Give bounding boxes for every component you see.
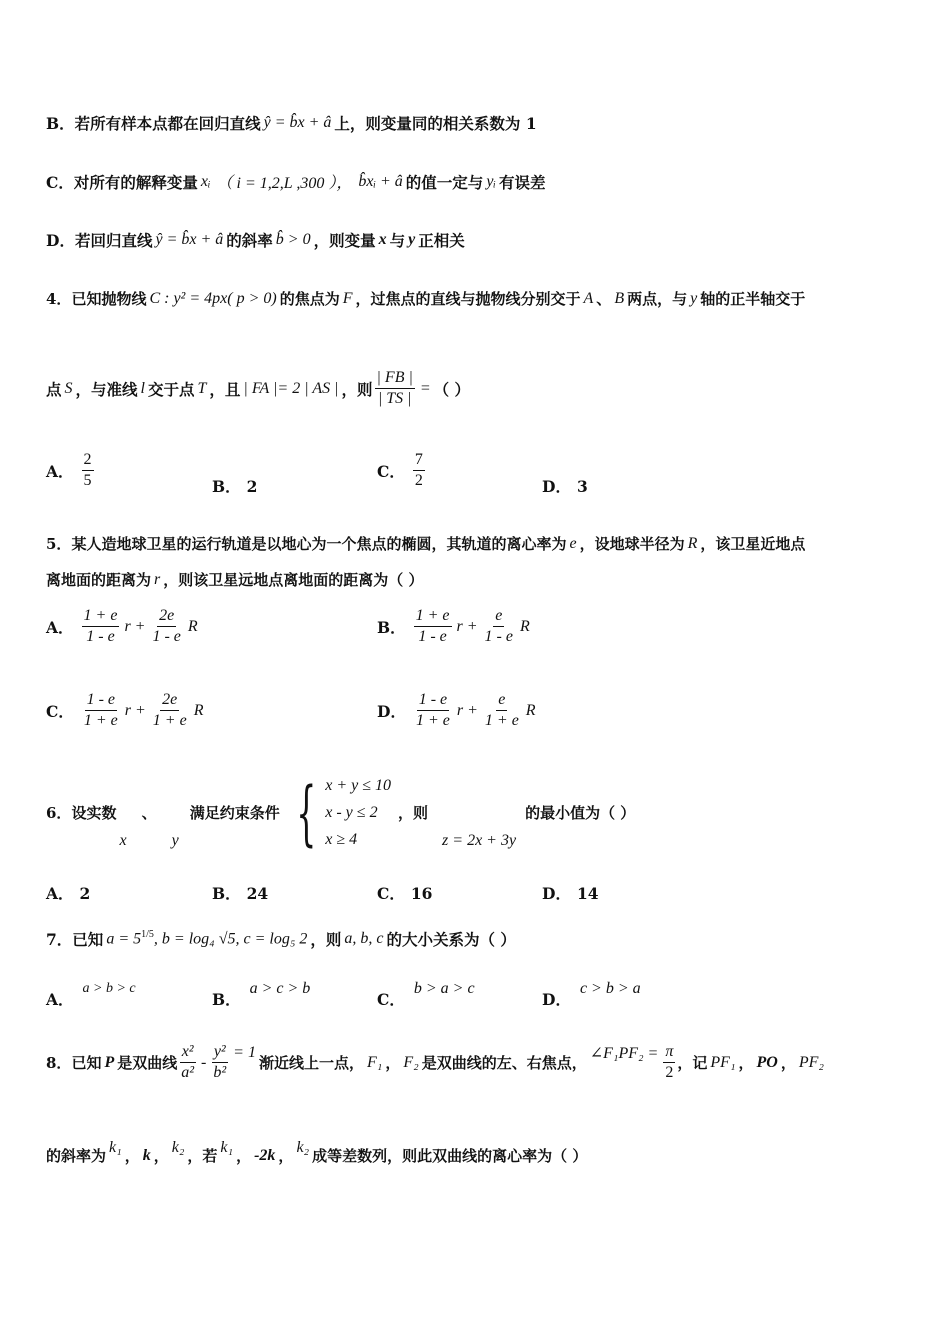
fraction-denominator: 1 + e — [484, 712, 519, 729]
exponent: 1/5 — [141, 929, 154, 941]
q5-stem-line1 — [46, 533, 805, 554]
var-x: x — [378, 231, 387, 248]
focus-f: F — [342, 289, 353, 307]
option-label: C． — [377, 884, 405, 903]
q5-option-b — [377, 606, 533, 647]
q8-text: ， — [385, 1054, 401, 1072]
q8-stem-line1 — [46, 1042, 827, 1083]
fraction-denominator: | TS | — [377, 390, 412, 407]
q3-d-text2: 的斜率 — [226, 231, 273, 250]
directrix-l: l — [140, 379, 145, 397]
q5-text: 离地面的距离为 — [46, 571, 152, 589]
fraction-numerator: π — [663, 1042, 675, 1063]
regression-equation: ŷ = b̂x + â — [263, 114, 332, 131]
line-pf2: PF₂ — [798, 1053, 824, 1071]
fraction-denominator: 2 — [414, 472, 423, 489]
q6-text: ，则 — [398, 804, 429, 822]
option-label: B． — [46, 114, 75, 133]
term-minus-2k: -2k — [254, 1146, 276, 1164]
option-label: A． — [46, 461, 74, 481]
pi-over-two — [663, 1042, 675, 1083]
option-label: D． — [46, 231, 75, 250]
option-value: 3 — [576, 476, 588, 496]
term-k1: k₁ — [220, 1138, 234, 1156]
q4-text: ，过焦点的直线与抛物线分别交于 — [355, 290, 581, 308]
fraction-numerator: 1 - e — [417, 690, 449, 711]
parabola-equation: C : y² = 4px( p > 0) — [149, 289, 277, 307]
q6-text: 的最小值为（ ） — [525, 804, 636, 822]
q4-text: ，与准线 — [75, 379, 138, 399]
q4-option-b — [212, 475, 257, 497]
q6-option-c — [377, 882, 432, 904]
q3-option-d — [46, 229, 465, 251]
question-number: 4． — [46, 290, 72, 308]
var-x: x — [119, 831, 127, 849]
q7-option-b — [212, 978, 313, 1009]
equals-sign: = — [419, 379, 431, 397]
q7-stem — [46, 928, 516, 950]
value-definitions — [106, 929, 307, 948]
q7-option-c — [377, 978, 478, 1009]
term-r: r + — [456, 617, 478, 635]
left-brace: { — [295, 771, 316, 854]
constraint-1: x + y ≤ 10 — [325, 777, 392, 794]
term-R: R — [525, 701, 536, 719]
value-a: a = 5 — [106, 930, 142, 948]
point-a: A — [583, 289, 594, 307]
hyperbola-x-term — [179, 1042, 196, 1083]
fraction-numerator: 2e — [160, 690, 179, 711]
q5-text: ，设地球半径为 — [579, 535, 685, 553]
option-label: D． — [542, 990, 571, 1009]
option-label: B． — [212, 990, 241, 1009]
q5-text: 某人造地球卫星的运行轨道是以地心为一个焦点的椭圆，其轨道的离心率为 — [71, 535, 567, 553]
q7-option-a — [46, 978, 139, 1009]
option-label: D． — [542, 884, 571, 903]
fraction-denominator: a² — [181, 1064, 195, 1081]
fraction-denominator: 1 + e — [83, 712, 118, 729]
q4-stem-line2 — [46, 368, 470, 409]
axis-y: y — [690, 289, 698, 307]
q8-text: ，若 — [187, 1147, 218, 1165]
q4-text: ，则 — [341, 379, 373, 399]
constraint-2: x - y ≤ 2 — [325, 804, 378, 821]
option-label: B． — [212, 884, 241, 903]
q4-text: 交于点 — [147, 379, 195, 399]
q3-c-text2: 的值一定与 — [405, 172, 484, 192]
fraction-denominator: 1 - e — [418, 628, 447, 645]
option-label: C． — [377, 990, 405, 1009]
q6-option-b — [212, 882, 268, 904]
fraction-1 — [414, 690, 452, 731]
fraction-numerator: 1 + e — [414, 606, 452, 627]
radius-r: R — [687, 534, 698, 552]
fraction-1 — [414, 606, 452, 647]
option-label: A． — [46, 990, 74, 1009]
option-fraction — [82, 450, 94, 491]
fraction-denominator: 1 - e — [484, 628, 513, 645]
option-label: C． — [46, 701, 74, 721]
angle-condition: ∠F₁PF₂ = — [589, 1044, 659, 1062]
q5-stem-line2 — [46, 569, 423, 590]
fraction-numerator: | FB | — [375, 368, 415, 389]
q6-text: 满足约束条件 — [189, 804, 280, 822]
fraction-denominator: b² — [213, 1064, 227, 1081]
fraction-2 — [483, 690, 521, 731]
q4-option-a — [46, 450, 96, 491]
option-label: C． — [377, 461, 405, 481]
math-yi: yᵢ — [486, 172, 496, 190]
question-number: 8． — [46, 1054, 72, 1072]
term-r: r + — [124, 701, 146, 719]
fraction-denominator: 2 — [665, 1064, 674, 1081]
hyperbola-y-term — [211, 1042, 228, 1083]
slope-k: k — [142, 1146, 151, 1164]
fraction-2 — [150, 606, 182, 647]
option-value: b > a > c — [413, 980, 475, 997]
point-p: P — [104, 1053, 115, 1071]
option-value: a > b > c — [82, 981, 136, 996]
option-label: D． — [377, 701, 406, 721]
term-R: R — [519, 617, 530, 635]
objective-function: z = 2x + 3y — [442, 831, 517, 849]
fraction-2 — [483, 606, 515, 647]
value-b-c: , b = log₄ √5, c = log₅ 2 — [153, 930, 308, 948]
term-R: R — [187, 617, 198, 635]
eccentricity-e: e — [569, 534, 577, 552]
option-label: B． — [377, 617, 406, 637]
option-label: A． — [46, 617, 74, 637]
focus-f2: F₂ — [403, 1053, 419, 1071]
fraction-denominator: 1 + e — [415, 712, 450, 729]
fraction-denominator: 5 — [83, 472, 92, 489]
slope-condition: b̂ > 0 — [275, 231, 311, 248]
q4-option-d — [542, 475, 588, 497]
fraction-numerator: 2 — [82, 450, 94, 471]
fraction-numerator: 7 — [413, 450, 425, 471]
fraction-numerator: x² — [180, 1042, 196, 1063]
q8-text: 是双曲线 — [117, 1054, 178, 1072]
q8-text: ，记 — [677, 1054, 708, 1072]
q8-text: 渐近线上一点， — [258, 1054, 364, 1072]
q5-option-c — [46, 690, 206, 731]
q8-text: 成等差数列，则此双曲线的离心率为（ ） — [312, 1147, 588, 1165]
fraction-numerator: 1 + e — [82, 606, 120, 627]
slope-k1: k₁ — [109, 1138, 122, 1156]
option-value: c > b > a — [579, 980, 641, 997]
point-b: B — [614, 289, 625, 307]
constraint-system — [284, 772, 394, 853]
option-label: D． — [542, 477, 571, 496]
q8-text: ， — [780, 1054, 796, 1072]
fraction-denominator: 1 + e — [152, 712, 187, 729]
fraction-2 — [151, 690, 189, 731]
q8-text: 是双曲线的左、右焦点， — [421, 1054, 587, 1072]
q4-stem-line1 — [46, 288, 805, 309]
length-condition: | FA |= 2 | AS | — [243, 379, 339, 397]
q8-text: ， — [278, 1147, 294, 1165]
q3-option-b — [46, 112, 537, 134]
fraction-numerator: e — [493, 606, 504, 627]
option-label: A． — [46, 884, 74, 903]
fraction-1 — [82, 690, 120, 731]
option-value: 24 — [246, 883, 269, 903]
q7-text: 的大小关系为（ ） — [386, 930, 516, 949]
fraction-numerator: e — [496, 690, 507, 711]
q3-d-text5: 正相关 — [418, 231, 465, 250]
q6-option-d — [542, 882, 599, 904]
q3-c-text3: 有误差 — [498, 172, 546, 192]
q8-stem-line2 — [46, 1138, 588, 1166]
option-fraction — [413, 450, 425, 491]
option-value: a > c > b — [249, 980, 311, 997]
q6-text: 设实数 — [71, 804, 117, 822]
q4-text: 、 — [596, 290, 612, 308]
option-label: C． — [46, 172, 74, 192]
q6-stem — [46, 772, 635, 853]
constraint-3: x ≥ 4 — [325, 831, 358, 848]
q4-text: 两点，与 — [627, 290, 688, 308]
q8-text: ， — [153, 1147, 169, 1165]
fraction-numerator: 2e — [157, 606, 176, 627]
q4-text: 轴的正半轴交于 — [700, 290, 806, 308]
line-pf1: PF₁ — [710, 1053, 736, 1071]
answer-blank: （ ） — [433, 379, 471, 399]
line-po: PO — [756, 1053, 778, 1071]
q5-option-a — [46, 606, 201, 647]
term-k2: k₂ — [296, 1138, 310, 1156]
q6-text: 、 — [141, 804, 157, 822]
point-t: T — [197, 379, 207, 397]
q4-option-c — [377, 450, 427, 491]
option-value: 16 — [410, 883, 433, 903]
option-value: 2 — [246, 476, 258, 496]
point-s: S — [64, 379, 73, 397]
term-r: r + — [456, 701, 478, 719]
equals-one: = 1 — [233, 1043, 256, 1061]
q4-text: 点 — [46, 379, 62, 399]
q3-option-c — [46, 170, 545, 193]
option-label: B． — [212, 477, 241, 496]
q8-text: ， — [738, 1054, 754, 1072]
distance-r: r — [154, 570, 161, 588]
q3-d-text4: 与 — [389, 231, 406, 250]
math-prediction: b̂xᵢ + â — [358, 172, 403, 190]
term-R: R — [193, 701, 204, 719]
regression-equation: ŷ = b̂x + â — [155, 231, 224, 248]
fraction-1 — [82, 606, 120, 647]
q8-text: ， — [236, 1147, 252, 1165]
q6-option-a — [46, 882, 90, 904]
option-value: 2 — [79, 883, 91, 903]
q4-text: 的焦点为 — [279, 290, 340, 308]
var-y: y — [408, 231, 416, 248]
math-xi: xᵢ — [200, 172, 211, 190]
question-number: 6． — [46, 804, 72, 822]
q7-text: ，则 — [310, 930, 342, 949]
q5-text: ，则该卫星远地点离地面的距离为（ ） — [163, 571, 424, 589]
q4-text: ，且 — [209, 379, 241, 399]
q7-text: 已知 — [72, 930, 104, 949]
q3-d-text3: ，则变量 — [313, 231, 376, 250]
minus-sign: - — [201, 1053, 207, 1071]
focus-f1: F₁ — [366, 1053, 383, 1071]
q3-b-text2: 上，则变量同的相关系数为 1 — [334, 114, 537, 133]
variables-abc: a, b, c — [344, 930, 384, 947]
q8-text: 已知 — [71, 1054, 102, 1072]
q5-text: ，该卫星近地点 — [700, 535, 806, 553]
q8-text: ， — [124, 1147, 140, 1165]
fraction-numerator: 1 - e — [85, 690, 117, 711]
term-r: r + — [124, 617, 146, 635]
fraction-denominator: 1 - e — [152, 628, 181, 645]
q3-d-text: 若回归直线 — [74, 231, 153, 250]
fraction-numerator: y² — [212, 1042, 228, 1063]
slope-k2: k₂ — [171, 1138, 185, 1156]
option-value: 14 — [576, 883, 599, 903]
q7-option-d — [542, 978, 644, 1009]
ratio-fraction — [375, 368, 415, 409]
q4-text: 已知抛物线 — [71, 290, 147, 308]
math-index-range: （ i = 1,2,L ,300 ）， — [216, 175, 353, 192]
q3-c-text: 对所有的解释变量 — [73, 172, 198, 192]
q3-b-text: 若所有样本点都在回归直线 — [74, 114, 261, 133]
q5-option-d — [377, 690, 539, 731]
q8-text: 的斜率为 — [46, 1147, 107, 1165]
constraint-rows — [325, 772, 391, 853]
var-y: y — [171, 831, 179, 849]
question-number: 5． — [46, 535, 72, 553]
question-number: 7． — [46, 930, 73, 949]
fraction-denominator: 1 - e — [86, 628, 115, 645]
